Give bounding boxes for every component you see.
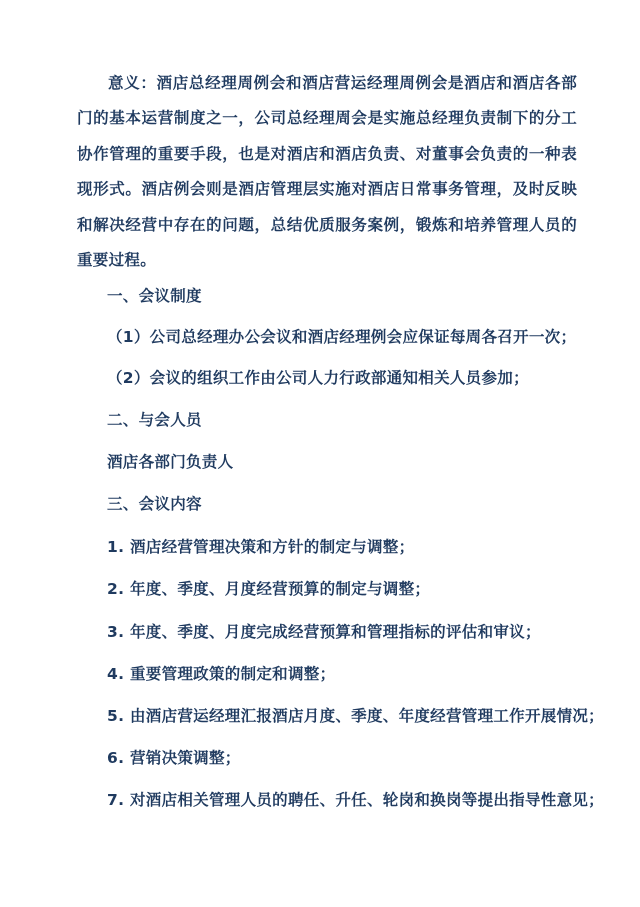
- section-heading-attendees: 二、与会人员: [107, 411, 202, 429]
- list-item: 6. 营销决策调整；: [107, 749, 241, 767]
- attendees-text: 酒店各部门负责人: [107, 453, 234, 471]
- section-heading-meeting-content: 三、会议内容: [107, 495, 202, 513]
- list-item: 3. 年度、季度、月度完成经营预算和管理指标的评估和审议；: [107, 623, 541, 641]
- list-item: 1. 酒店经营管理决策和方针的制定与调整；: [107, 538, 415, 556]
- list-item: （2）会议的组织工作由公司人力行政部通知相关人员参加；: [107, 369, 529, 387]
- list-item: 5. 由酒店营运经理汇报酒店月度、季度、年度经营管理工作开展情况；: [107, 707, 604, 725]
- section-heading-meeting-system: 一、会议制度: [107, 287, 202, 305]
- list-item: （1）公司总经理办公会议和酒店经理例会应保证每周各召开一次；: [107, 328, 577, 346]
- list-item: 4. 重要管理政策的制定和调整；: [107, 665, 336, 683]
- list-item: 7. 对酒店相关管理人员的聘任、升任、轮岗和换岗等提出指导性意见；: [107, 791, 604, 809]
- list-item: 2. 年度、季度、月度经营预算的制定与调整；: [107, 580, 431, 598]
- intro-paragraph: 意义：酒店总经理周例会和酒店营运经理周例会是酒店和酒店各部门的基本运营制度之一，公司总经理周会是实施总经理负责制下的分工协作管理的重要手段，也是对酒店和酒店负责、对董事会负责的一种表现形式。酒店例会则是酒店管理层实施对酒店日常事务管理，及时反映和解决经营中存在的问题，总结优质服务案例，锻炼和培养管理人员的重要过程。: [77, 74, 577, 270]
